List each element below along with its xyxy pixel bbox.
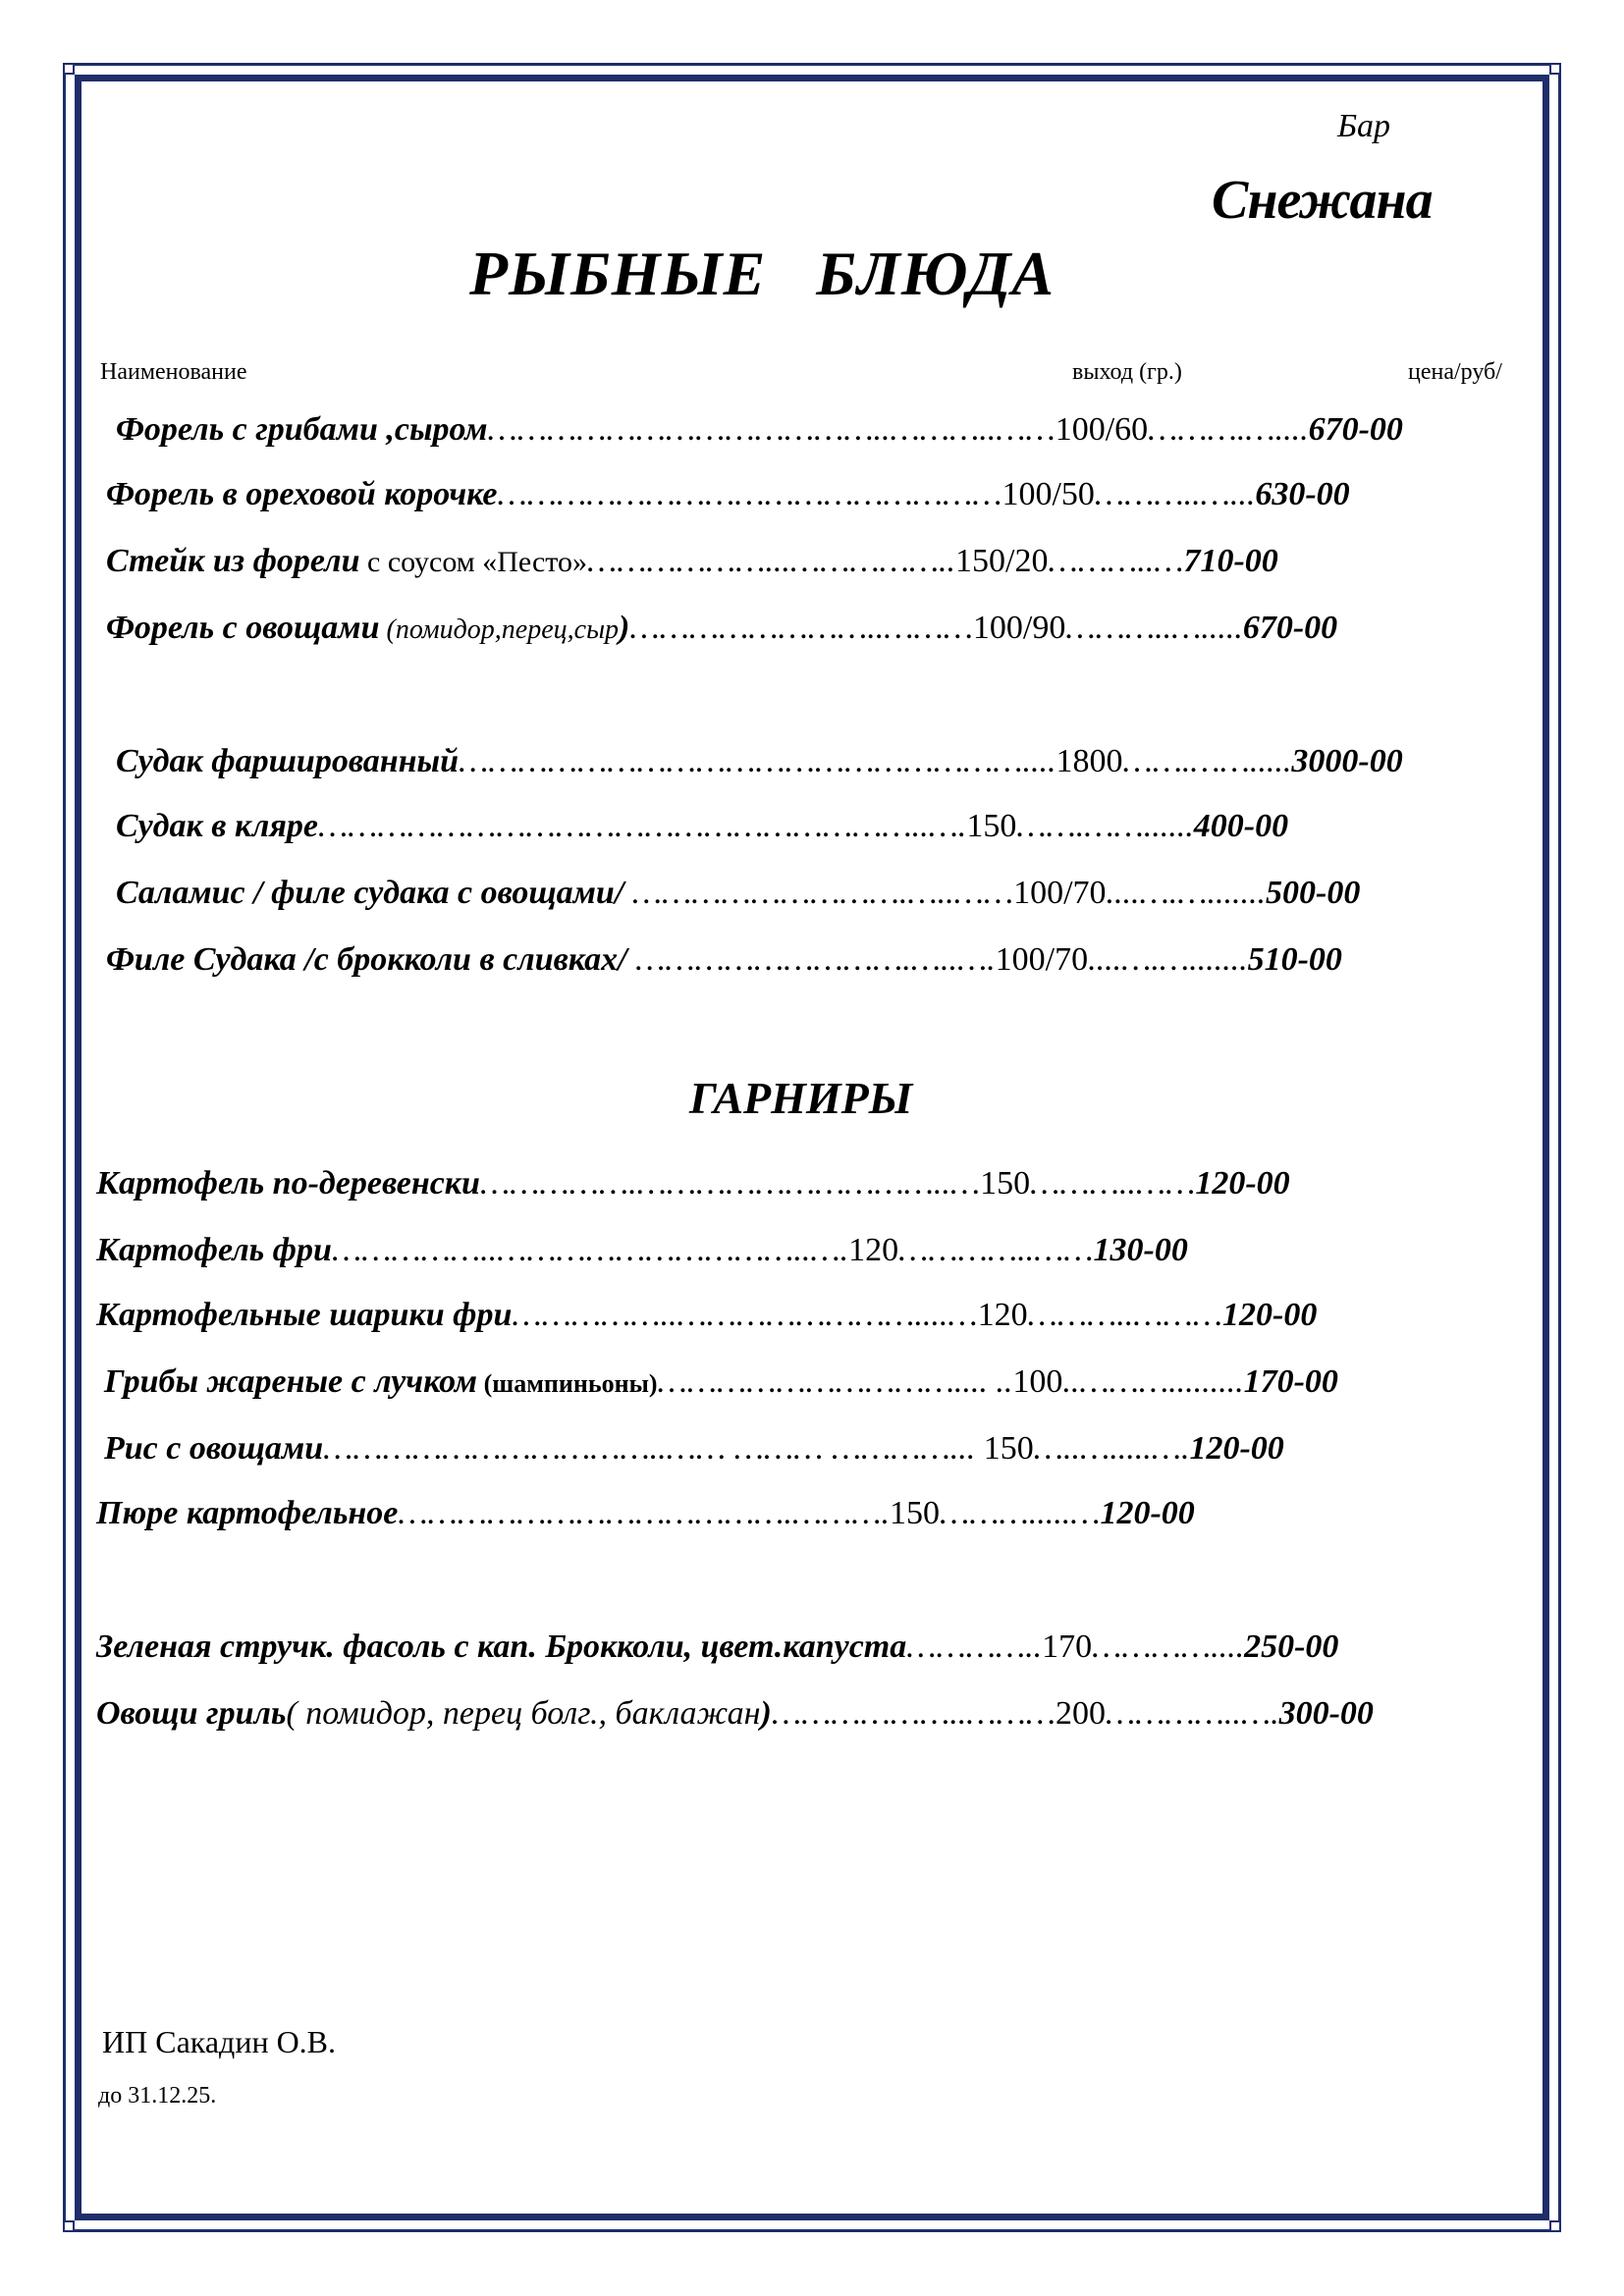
- item-price: 670-00: [1242, 610, 1338, 646]
- item-name: Форель в ореховой корочке: [106, 476, 498, 512]
- dot-leader: ……….…....: [1148, 411, 1309, 448]
- item-name: Грибы жареные с лучком: [104, 1363, 478, 1400]
- menu-item: [116, 410, 1403, 450]
- dot-leader: …….……......: [1016, 808, 1194, 844]
- menu-item: [116, 807, 1288, 846]
- menu-item: [106, 940, 1342, 980]
- item-weight: 200: [1055, 1695, 1106, 1732]
- item-price: 510-00: [1247, 941, 1342, 978]
- menu-item: [104, 1362, 1338, 1402]
- item-description: (шампиньоны): [477, 1369, 658, 1398]
- item-description: с соусом «Песто»: [359, 546, 587, 578]
- page-border-inner: [75, 75, 1549, 2220]
- item-name: Стейк из форели: [106, 543, 360, 579]
- column-header-name: Наименование: [100, 359, 247, 385]
- dot-leader: ………………..………: [771, 1695, 1056, 1732]
- border-corner: [1549, 2220, 1561, 2232]
- dot-leader: …………..……: [898, 1232, 1094, 1268]
- dot-leader: …………………………………..………..……: [487, 411, 1056, 448]
- item-weight: 150: [966, 808, 1017, 844]
- dot-leader: ..……….........: [1062, 1363, 1244, 1400]
- page-title: РЫБНЫЕ БЛЮДА: [469, 239, 1055, 308]
- dot-leader: ………..………: [1027, 1297, 1222, 1333]
- item-description: (помидор,перец,сыр: [379, 614, 620, 645]
- menu-item: [96, 1231, 1188, 1270]
- border-corner: [63, 63, 75, 75]
- menu-item: [96, 1164, 1290, 1203]
- item-name: Форель с грибами ,сыром: [116, 411, 488, 448]
- item-description: ( помидор, перец болг., баклажан: [286, 1695, 761, 1732]
- item-price: 250-00: [1244, 1629, 1339, 1665]
- column-header-weight: выход (гр.): [1072, 359, 1182, 385]
- dot-leader: …..….....….: [1033, 1430, 1190, 1467]
- section-title-garnish: ГАРНИРЫ: [689, 1073, 913, 1123]
- item-weight: 120: [977, 1297, 1028, 1333]
- item-price: 300-00: [1278, 1695, 1374, 1732]
- menu-item: [106, 475, 1350, 514]
- item-weight: 150: [983, 1430, 1034, 1467]
- bar-name: Снежана: [1212, 170, 1433, 231]
- item-name: Картофельные шарики фри: [96, 1297, 513, 1333]
- dot-leader: …………………………………………………....: [459, 743, 1056, 779]
- column-header-price: цена/руб/: [1408, 359, 1502, 385]
- menu-item: [96, 1494, 1195, 1533]
- dot-leader: ……………………….…..….: [626, 941, 996, 978]
- item-name: Пюре картофельное: [96, 1495, 399, 1531]
- item-weight: 170: [1042, 1629, 1093, 1665]
- item-name: Саламис / филе судака с овощами/: [116, 875, 624, 911]
- item-name: Форель с овощами: [106, 610, 380, 646]
- item-price: 3000-00: [1291, 743, 1403, 779]
- menu-item: [116, 742, 1403, 781]
- item-weight: 1800: [1056, 743, 1123, 779]
- dot-leader: ………………………………….……….: [398, 1495, 891, 1531]
- dot-leader: ……………………….…..……: [623, 875, 1014, 911]
- bar-label: Бар: [1337, 108, 1391, 144]
- dot-leader: ……………………………………………………..….: [317, 808, 967, 844]
- item-name: Судак фаршированный: [116, 743, 460, 779]
- dot-leader: …………....: [1092, 1629, 1245, 1665]
- dot-leader: ……………………………………………: [497, 476, 1002, 512]
- item-price: 670-00: [1308, 411, 1403, 448]
- dot-leader: ………..….....: [1065, 610, 1243, 646]
- dot-leader: ………………...……………..: [587, 543, 956, 579]
- item-name: Картофель фри: [96, 1232, 332, 1268]
- item-price: 120-00: [1195, 1165, 1290, 1201]
- item-price: 400-00: [1193, 808, 1289, 844]
- dot-leader: ………..……: [1030, 1165, 1196, 1201]
- menu-item: [106, 542, 1278, 581]
- menu-item: [96, 1694, 1374, 1734]
- item-name: Судак в кляре: [116, 808, 318, 844]
- item-weight: 150: [980, 1165, 1031, 1201]
- item-name-tail: ): [760, 1695, 772, 1732]
- item-price: 120-00: [1100, 1495, 1195, 1531]
- item-name: Овощи гриль: [96, 1695, 287, 1732]
- dot-leader: …………….…………………………..…: [479, 1165, 981, 1201]
- menu-item: [96, 1628, 1338, 1667]
- footer-valid-date: до 31.12.25.: [98, 2083, 217, 2109]
- dot-leader: ....….….......: [1106, 875, 1266, 911]
- item-weight: 150/20: [955, 543, 1049, 579]
- border-corner: [63, 2220, 75, 2232]
- item-price: 130-00: [1093, 1232, 1188, 1268]
- dot-leader: ....….….......: [1088, 941, 1248, 978]
- menu-item: [116, 874, 1360, 913]
- menu-item: [106, 609, 1337, 648]
- dot-leader: ……………………..………: [629, 610, 973, 646]
- item-name: Филе Судака /с брокколи в сливках/: [106, 941, 627, 978]
- footer-owner: ИП Сакадин О.В.: [102, 2024, 337, 2059]
- item-weight: 100/70: [995, 941, 1089, 978]
- item-weight: 100/50: [1001, 476, 1095, 512]
- item-weight: 150: [890, 1495, 941, 1531]
- dot-leader: …………..….: [1105, 1695, 1279, 1732]
- item-name-tail: ): [619, 610, 630, 646]
- item-weight: 100/70: [1013, 875, 1107, 911]
- item-weight: 120: [848, 1232, 899, 1268]
- dot-leader: ………..…...: [1094, 476, 1256, 512]
- item-price: 170-00: [1243, 1363, 1338, 1400]
- dot-leader: ………………………….... ..: [657, 1363, 1013, 1400]
- dot-leader: ……………..…………………………..….: [331, 1232, 849, 1268]
- menu-item: [96, 1296, 1317, 1335]
- item-price: 500-00: [1266, 875, 1361, 911]
- item-name: Рис с овощами: [104, 1430, 324, 1467]
- dot-leader: ………..…: [1048, 543, 1184, 579]
- menu-item: [104, 1429, 1284, 1468]
- item-price: 710-00: [1183, 543, 1278, 579]
- dot-leader: ……….....…: [940, 1495, 1101, 1531]
- item-price: 630-00: [1255, 476, 1350, 512]
- item-weight: 100: [1012, 1363, 1063, 1400]
- dot-leader: …………..: [906, 1629, 1043, 1665]
- item-name: Зеленая стручк. фасоль с кап. Брокколи, цвет.капуста: [96, 1629, 907, 1665]
- dot-leader: …….…….....: [1122, 743, 1292, 779]
- item-price: 120-00: [1189, 1430, 1284, 1467]
- dot-leader: ……………..……………………....…: [512, 1297, 978, 1333]
- item-weight: 100/60: [1055, 411, 1149, 448]
- border-corner: [1549, 63, 1561, 75]
- item-price: 120-00: [1222, 1297, 1318, 1333]
- item-weight: 100/90: [972, 610, 1066, 646]
- item-name: Картофель по-деревенски: [96, 1165, 480, 1201]
- dot-leader: ……………………………..…… ……… …………...: [323, 1430, 984, 1467]
